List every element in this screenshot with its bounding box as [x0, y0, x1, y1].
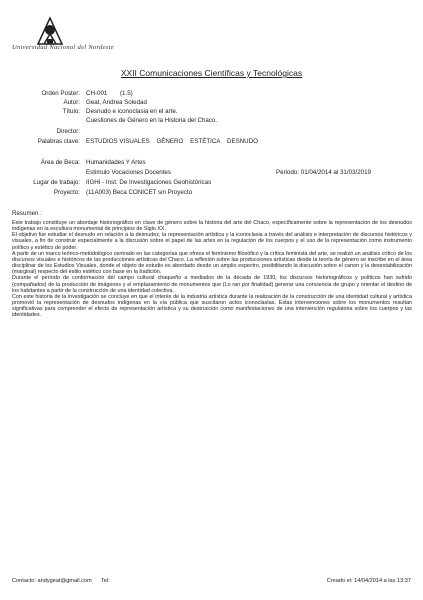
palabras-clave-value: ESTUDIOS VISUALES GÉNERO ESTÉTICA DESNUDO — [86, 138, 258, 145]
footer-contact: Contacto: andygeat@gmail.com Tel: — [12, 578, 110, 584]
orden-poster-extra: (1.5) — [120, 90, 133, 97]
orden-poster-label: Orden Poster: — [41, 90, 80, 97]
resumen-body — [12, 220, 412, 319]
autor-value: Geat, Andrea Soledad — [86, 99, 147, 106]
resumen-paragraph: El objetivo fue estudiar el desnudo en relación a la desnudez, la representación artística y la iconoclasia a través del análisis e interpretación de discursos históricos y visuales, a fin de construir especialmente a la discusión sobre el papel de las artes en la regulación de los cuerpos y el uso de la representación como instrumento político y estético de poder. — [12, 232, 412, 251]
period-text: Periodo: 01/04/2014 al 31/03/2019 — [276, 169, 371, 176]
lugar-value: IIGHI - Inst. De Investigaciones Geohistóricas — [86, 179, 212, 186]
resumen-paragraph: A partir de un marco teórico-metodológico centrado en las categorías que ofrece el feminismo filosófico y la crítica feminista del arte, se realizó un análisis crítico de los discursos visuales e históricos de las producciones artísticas del Chaco. La reflexión sobre las producciones artísticas desde la teoría de género se inscribe en el área disciplinar de los Estudios Visuales, donde el objeto de estudio es abordado desde un amplio espectro, posibilitando la discusión sobre el canon y la desestabilización (marginal) respecto del estilo estético con base en la tradición. — [12, 250, 412, 276]
area-label: Área de Beca: — [40, 159, 80, 166]
resumen-paragraph: Este trabajo constituye un abordaje historiográfico en clave de género sobre la historia del arte del Chaco, específicamente sobre la representación de los desnudos indígenas en la escultura monumental de principios de Siglo XX. — [12, 220, 412, 233]
proyecto-label: Proyecto: — [53, 189, 80, 196]
page-title: XXII Comunicaciones Científicas y Tecnológicas — [120, 68, 303, 78]
orden-poster-value: CH-001 — [86, 90, 108, 97]
autor-label: Autor: — [63, 99, 80, 106]
proyecto-value: (11A003) Beca CONICET sin Proyecto — [86, 189, 193, 196]
area-value: Humanidades Y Artes — [86, 159, 146, 166]
tipo-beca-value: Estimulo Vocaciones Docentes — [86, 169, 171, 176]
palabras-clave-label: Palabras clave: — [37, 138, 80, 145]
titulo-label: Título: — [62, 108, 80, 115]
resumen-paragraph: Con este historia de la investigación se concluye en que el interés de la industria artística durante la realización de la construcción de una identidad cultural y artística promovió la representación de desnudos indígenas en la vía pública que suscitaron actos iconoclastas. Estas intervenciones sobre los monumentos resultan significativas para comprender el efecto de representación artística y su destrucción como manifestaciones de una intervención regulatoria sobre los cuerpos y las identidades. — [12, 293, 412, 319]
lugar-label: Lugar de trabajo: — [33, 179, 80, 186]
footer-created: Creado el: 14/04/2014 a las 13:37 — [326, 578, 411, 584]
titulo-value-line2: Cuestiones de Género en la Historia del Chaco. — [86, 117, 218, 124]
director-label: Director: — [56, 128, 80, 135]
resumen-label: Resumen : — [12, 210, 42, 217]
resumen-paragraph: Durante el período de conformación del campo cultural chaqueño a mediados de la década de 1930, los discursos historiográficos y políticos han sufrido (compañados) de la producción de imágenes y el emplazamiento de monumentos que (Lo ran por finalidad) generar una conciencia de grupo y orientar el destino de los habitantes a partir de la construcción de una identidad colectiva. — [12, 275, 412, 294]
titulo-value-line1: Desnudo e iconoclasia en el arte. — [86, 108, 178, 115]
university-name: Universidad Nacional del Nordeste — [12, 44, 114, 51]
